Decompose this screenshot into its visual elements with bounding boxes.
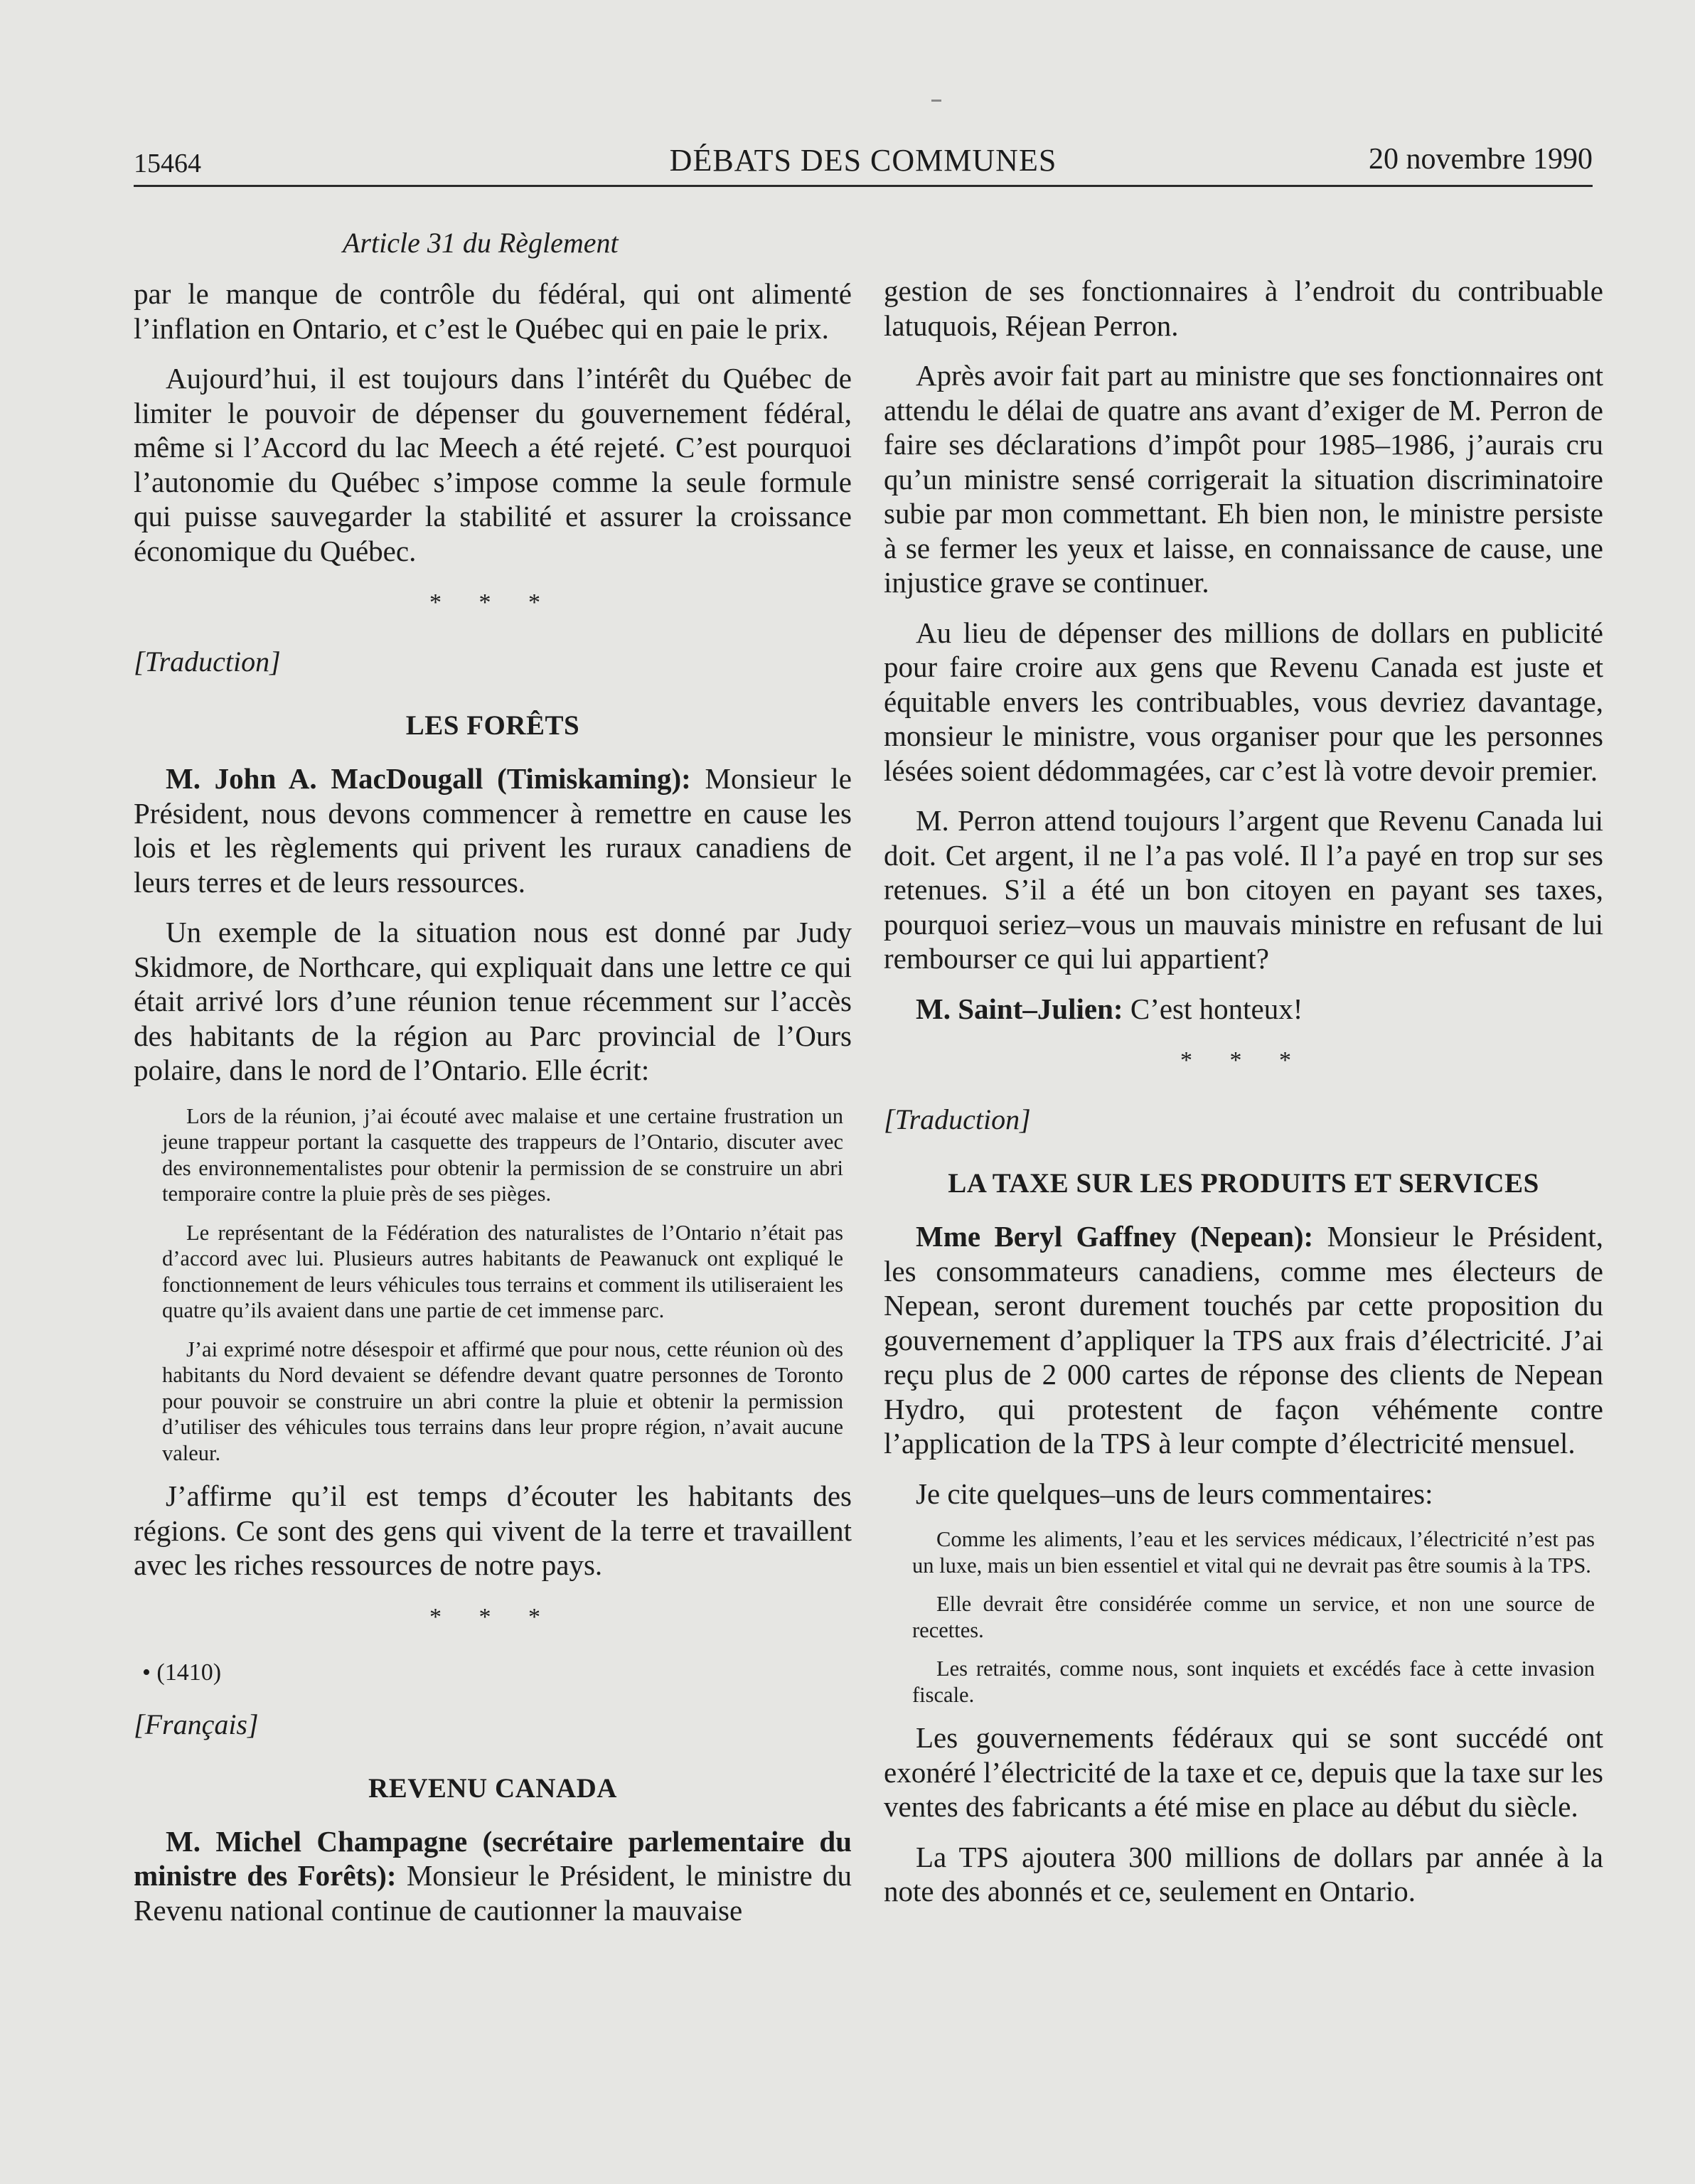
paragraph (884, 1219, 1603, 1461)
section-title: LES FORÊTS (405, 710, 580, 741)
language-marker: [Traduction] (884, 1103, 1031, 1135)
paragraph: Les gouvernements fédéraux qui se sont succédé ont exonéré l’électricité de la taxe et ce, depuis que la taxe sur les ventes des fabricants a été mise en place au début du siècle. (884, 1721, 1603, 1823)
quote-paragraph: J’ai exprimé notre désespoir et affirmé que pour nous, cette réunion où des habitants du Nord devaient se défendre devant quatre personnes de Toronto pour pouvoir se construire un abri contre la pluie et obtenir la permission d’utiliser des véhicules tous terrains dans leur propre région, n’avait aucune valeur. (162, 1337, 843, 1465)
publication-title: DÉBATS DES COMMUNES (669, 143, 1057, 178)
language-marker: [Traduction] (134, 646, 281, 678)
page-number: 15464 (134, 149, 201, 178)
speech-text: C’est honteux! (1130, 992, 1303, 1025)
speech-text: Monsieur le Président, les consommateurs canadiens, comme mes électeurs de Nepean, seront durement touchés par cette proposition du gouvernement d’appliquer la TPS aux frais d’électricité. J’ai reçu plus de 2 000 cartes de réponse des clients de Nepean Hydro, qui protestent de façon véhémente contre l’application de la TPS à leur compte d’électricité mensuel. (884, 1220, 1604, 1460)
paragraph: Après avoir fait part au ministre que ses fonctionnaires ont attendu le délai de quatre ans avant d’exiger de M. Perron de faire ses déclarations d’impôt pour 1985–1986, j’aurais cru qu’un ministre sensé corrigerait la situation discriminatoire subie par mon commettant. Eh bien non, le ministre persiste à se fermer les yeux et laisse, en connaissance de cause, une injustice grave se continuer. (884, 359, 1603, 599)
quote-paragraph: Comme les aliments, l’eau et les services médicaux, l’électricité n’est pas un luxe, mais un bien essentiel et vital qui ne devrait pas être soumis à la TPS. (912, 1527, 1595, 1578)
section-separator: * * * (429, 1603, 556, 1630)
paragraph: J’affirme qu’il est temps d’écouter les habitants des régions. Ce sont des gens qui vivent de la terre et travaillent avec les riches ressources de notre pays. (134, 1479, 852, 1581)
rule-heading: Article 31 du Règlement (343, 227, 619, 259)
paragraph: Un exemple de la situation nous est donné par Judy Skidmore, de Northcare, qui expliquait dans une lettre ce qui était arrivé lors d’une réunion tenue récemment sur l’accès des habitants de la région au Parc provincial de l’Ours polaire, dans le nord de l’Ontario. Elle écrit: (134, 916, 852, 1086)
paragraph: Je cite quelques–uns de leurs commentaires: (916, 1477, 1433, 1510)
paragraph (884, 992, 1603, 1027)
paragraph: La TPS ajoutera 300 millions de dollars par année à la note des abonnés et ce, seulement en Ontario. (884, 1840, 1603, 1907)
timestamp: • (1410) (142, 1659, 222, 1686)
quote-paragraph: Elle devrait être considérée comme un service, et non une source de recettes. (912, 1592, 1595, 1642)
right-column (884, 274, 1603, 1925)
speech-text: Monsieur le Président, nous devons commencer à remettre en cause les lois et les règlements qui privent les ruraux canadiens de leurs terres et de leurs ressources. (134, 762, 852, 899)
paragraph: gestion de ses fonctionnaires à l’endroit du contribuable latuquois, Réjean Perron. (884, 274, 1603, 342)
section-separator: * * * (429, 589, 556, 616)
speaker-name: M. John A. MacDougall (Timiskaming): (166, 762, 691, 795)
paragraph (134, 761, 852, 899)
language-marker: [Français] (134, 1708, 259, 1740)
page-date: 20 novembre 1990 (1369, 143, 1593, 176)
section-title: REVENU CANADA (368, 1772, 617, 1804)
section-separator: * * * (1180, 1047, 1307, 1074)
section-title: LA TAXE SUR LES PRODUITS ET SERVICES (948, 1168, 1539, 1199)
paragraph: Au lieu de dépenser des millions de dollars en publicité pour faire croire aux gens que Revenu Canada est juste et équitable envers les contribuables, vous devriez davantage, monsieur le ministre, vous organiser pour que les personnes lésées soient dédommagées, car c’est là votre devoir premier. (884, 616, 1603, 787)
speaker-name: M. Michel Champagne (secrétaire parlementaire du ministre des Forêts): (134, 1824, 852, 1892)
paragraph: par le manque de contrôle du fédéral, qui ont alimenté l’inflation en Ontario, et c’est le Québec qui en paie le prix. (134, 277, 852, 345)
page-header (134, 142, 1593, 187)
left-column (134, 213, 852, 1943)
speaker-name: Mme Beryl Gaffney (Nepean): (916, 1220, 1314, 1253)
paragraph (134, 1824, 852, 1928)
scan-mark (931, 100, 941, 102)
quote-paragraph: Les retraités, comme nous, sont inquiets et excédés face à cette invasion fiscale. (912, 1656, 1595, 1707)
speech-text: Monsieur le Président, le ministre du Revenu national continue de cautionner la mauvaise (134, 1859, 852, 1927)
quote-paragraph: Lors de la réunion, j’ai écouté avec malaise et une certaine frustration un jeune trappeur portant la casquette des trappeurs de l’Ontario, discuter avec des environnementalistes pour obtenir la permission de se construire un abri temporaire contre la pluie près de ses pièges. (162, 1103, 843, 1206)
paragraph: Aujourd’hui, il est toujours dans l’intérêt du Québec de limiter le pouvoir de dépenser du gouvernement fédéral, même si l’Accord du lac Meech a été rejeté. C’est pourquoi l’autonomie du Québec s’impose comme la seule formule qui puisse sauvegarder la stabilité et assurer la croissance économique du Québec. (134, 362, 852, 567)
quote-paragraph: Le représentant de la Fédération des naturalistes de l’Ontario n’était pas d’accord avec lui. Plusieurs autres habitants de Peawanuck ont expliqué le fonctionnement de leurs véhicules tous terrains et comment ils utiliseraient les quatre qu’ils avaient dans une partie de cet immense parc. (162, 1220, 843, 1322)
speaker-name: M. Saint–Julien: (916, 992, 1123, 1025)
paragraph: M. Perron attend toujours l’argent que Revenu Canada lui doit. Cet argent, il ne l’a pas volé. Il l’a payé en trop sur ses retenues. S’il a été un bon citoyen en payant ses taxes, pourquoi seriez–vous un mauvais ministre en refusant de lui rembourser ce qui lui appartient? (884, 804, 1603, 975)
